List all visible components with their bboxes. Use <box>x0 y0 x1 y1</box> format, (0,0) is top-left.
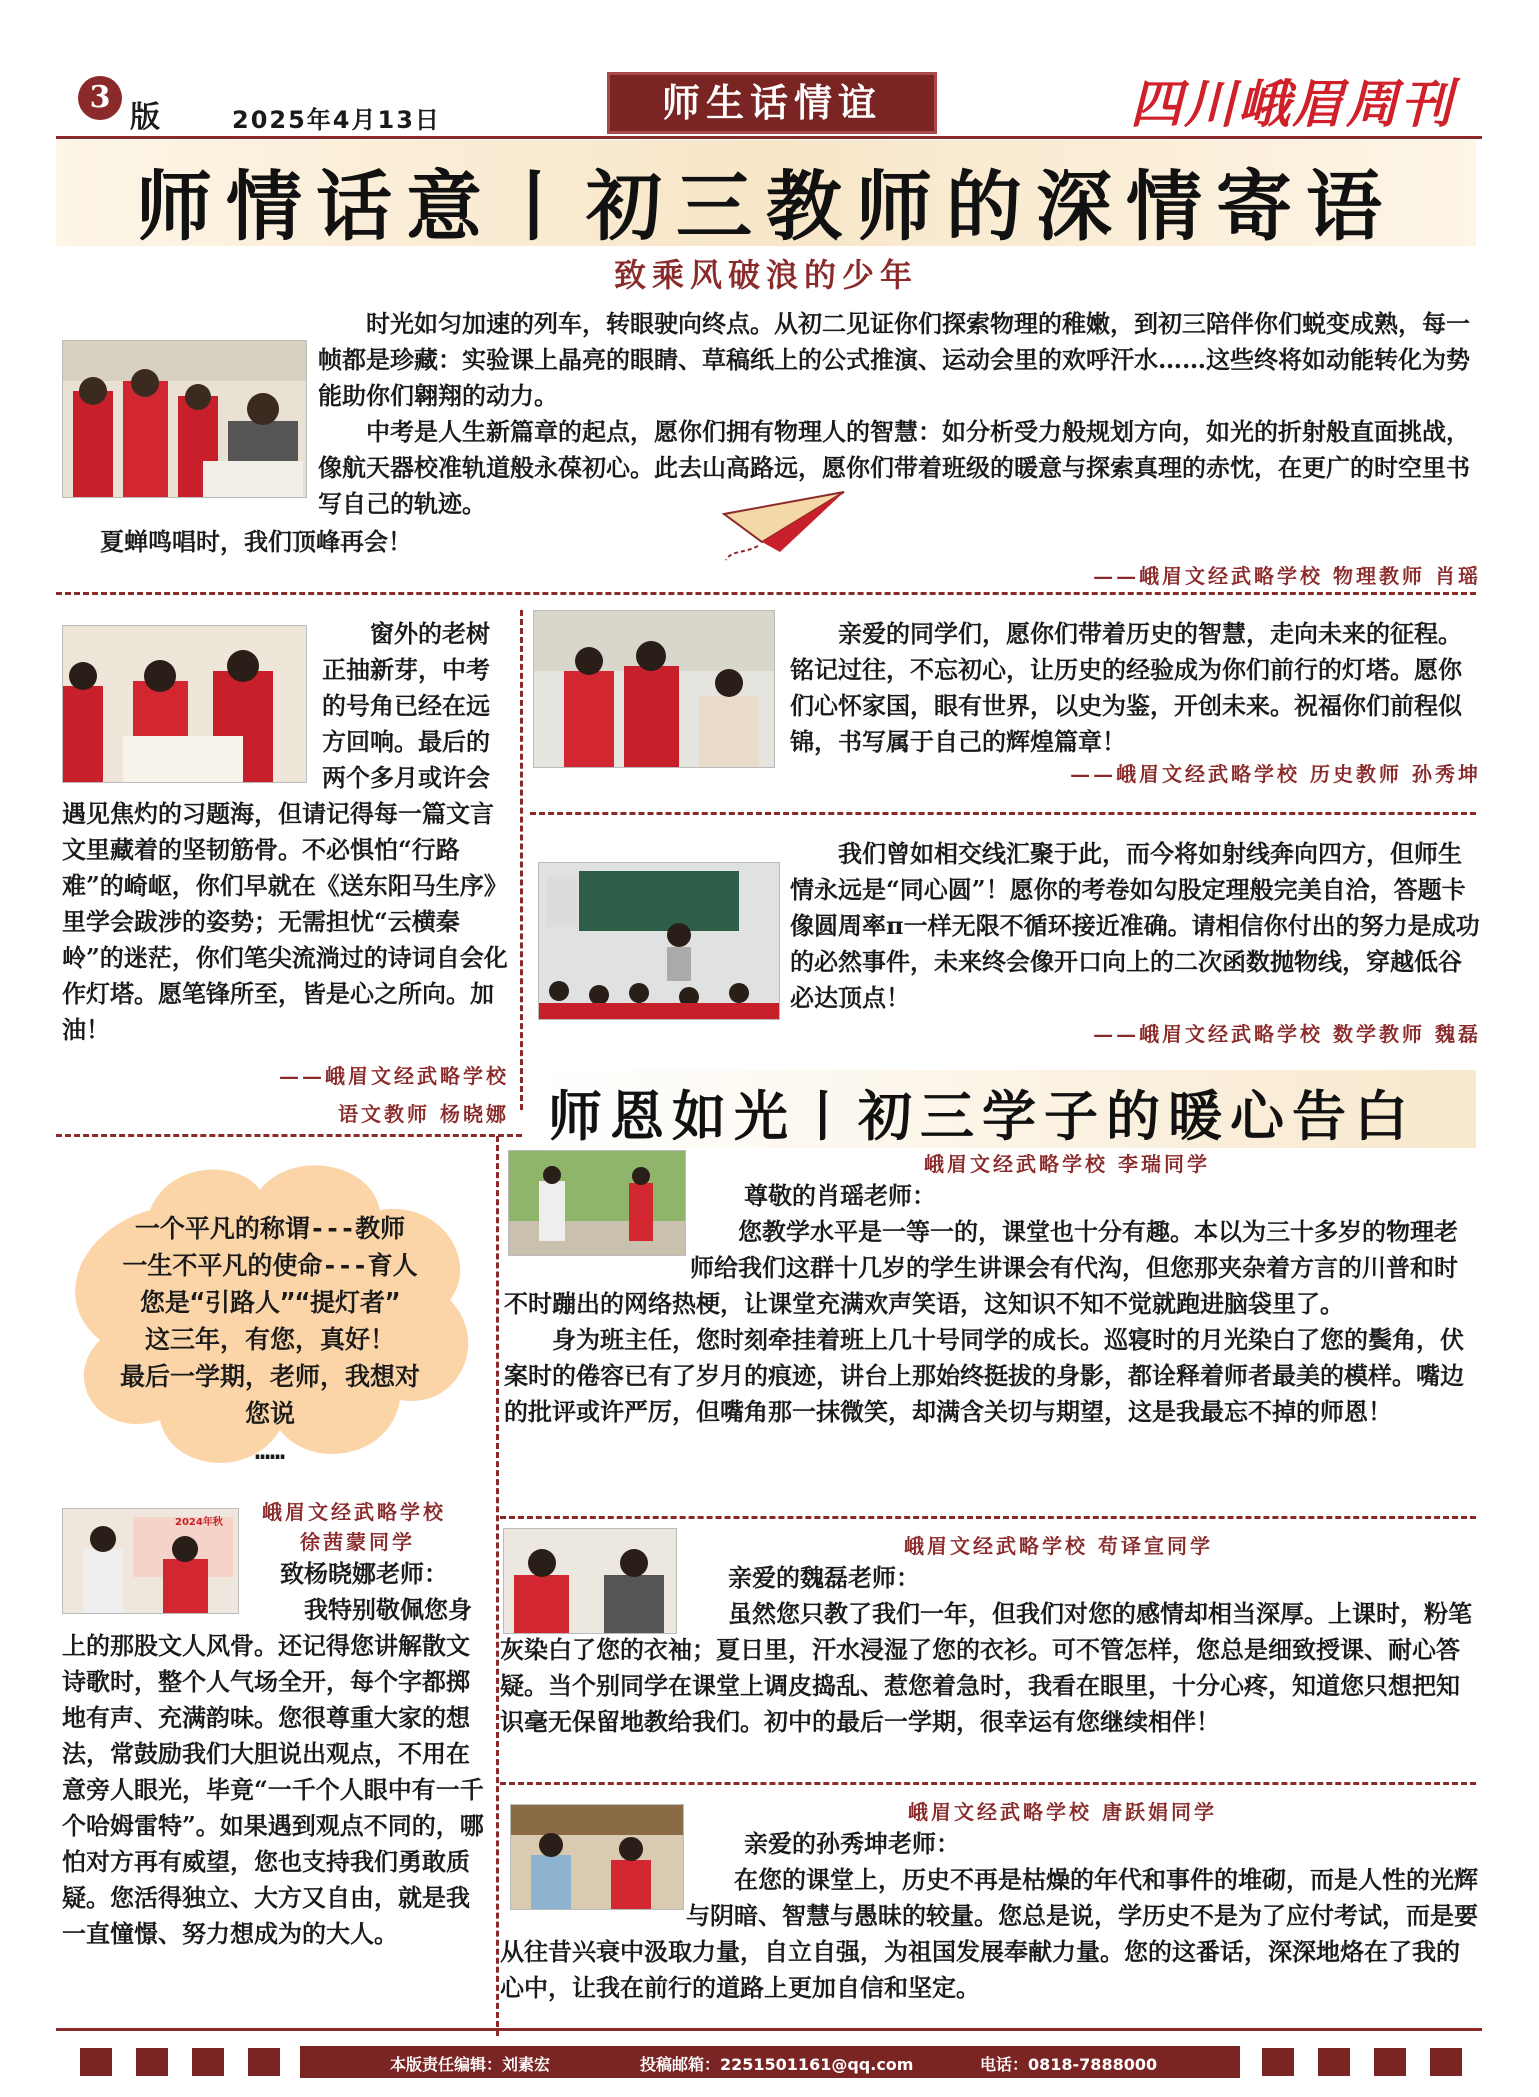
headline-1: 师情话意丨初三教师的深情寄语 <box>136 162 1396 251</box>
footer-block <box>192 2048 224 2076</box>
footer-block <box>1430 2048 1462 2076</box>
column-divider <box>496 1136 499 2036</box>
masthead-logo: 四川峨眉周刊 <box>1130 74 1455 135</box>
history-signature: ——峨眉文经武略学校 历史教师 孙秀坤 <box>1070 762 1481 786</box>
li-letter: 您教学水平是一等一的，课堂也十分有趣。本以为三十多岁的物理老师给我们这群十几岁的学生讲课会有代沟，但您那夹杂着方言的川普和时不时蹦出的网络热梗，让课堂充满欢声笑语，这知识不知不觉就跑进脑袋里了。 身为班主任，您时刻牵挂着班上几十号同学的成长。巡寝时的月光染白了您的鬓角，伏案时的倦容已有了岁月的痕迹，讲台上那始终挺拔的身影，都诠释着师者最美的模样。嘴边的批评或许严厉，但嘴角那一抹微笑，却满含关切与期望，这是我最忘不掉的师恩！ <box>504 1217 1464 1426</box>
footer-block <box>1374 2048 1406 2076</box>
xu-letter: 我特别敬佩您身上的那股文人风骨。还记得您讲解散文诗歌时，整个人气场全开，每个字都掷地有声、充满韵味。您很尊重大家的想法，常鼓励我们大胆说出观点，不用在意旁人眼光，毕竟“一千个人眼中有一千个哈姆雷特”。如果遇到观点不同的，哪怕对方再有威望，您也支持我们勇敢质疑。您活得独立、大方又自由，就是我一直憧憬、努力想成为的大人。 <box>62 1595 484 1948</box>
tang-greeting: 亲爱的孙秀坤老师： <box>744 1829 960 1858</box>
footer-block <box>1318 2048 1350 2076</box>
physics-paragraph-1: 时光如匀加速的列车，转眼驶向终点。从初二见证你们探索物理的稚嫩，到初三陪伴你们蜕变成熟，每一帧都是珍藏：实验课上晶亮的眼睛、草稿纸上的公式推演、运动会里的欢呼汗水……这些终将如动能转化为势能助你们翱翔的动力。 <box>318 309 1470 410</box>
photo-history-class <box>533 610 775 768</box>
physics-paragraph-3: 夏蝉鸣唱时，我们顶峰再会！ <box>100 527 412 556</box>
xu-greeting: 致杨晓娜老师： <box>280 1559 448 1588</box>
issue-date: 2025年4月13日 <box>232 106 441 134</box>
chinese-signature-2: 语文教师 杨晓娜 <box>338 1102 509 1126</box>
footer-block <box>1262 2048 1294 2076</box>
divider <box>530 812 1476 815</box>
footer-block <box>248 2048 280 2076</box>
subheading-1: 致乘风破浪的少年 <box>613 256 918 294</box>
column-divider <box>520 610 523 1110</box>
photo-math-class <box>538 862 780 1020</box>
divider <box>56 592 1476 595</box>
chinese-signature-1: ——峨眉文经武略学校 <box>279 1064 509 1088</box>
physics-paragraph-2: 中考是人生新篇章的起点，愿你们拥有物理人的智慧：如分析受力般规划方向，如光的折射般直面挑战，像航天器校准轨道般永葆初心。此去山高路远，愿你们带着班级的暖意与探索真理的赤忱，在更广的时空里书写自己的轨迹。 <box>318 417 1470 518</box>
footer-block <box>80 2048 112 2076</box>
divider <box>500 1782 1476 1785</box>
tang-byline: 峨眉文经武略学校 唐跃娟同学 <box>908 1800 1217 1824</box>
footer-rule <box>56 2028 1482 2031</box>
li-greeting: 尊敬的肖瑶老师： <box>744 1181 936 1210</box>
header-rule <box>56 136 1482 139</box>
footer-block <box>136 2048 168 2076</box>
xu-byline-2: 徐茜蒙同学 <box>300 1530 415 1554</box>
divider <box>56 1134 522 1137</box>
xu-byline-1: 峨眉文经武略学校 <box>262 1500 446 1524</box>
footer-phone: 电话：0818-7888000 <box>980 2055 1158 2074</box>
li-byline: 峨眉文经武略学校 李瑞同学 <box>924 1152 1210 1176</box>
gou-byline: 峨眉文经武略学校 苟译宣同学 <box>904 1534 1213 1558</box>
paper-plane-icon <box>722 490 846 562</box>
tang-letter: 在您的课堂上，历史不再是枯燥的年代和事件的堆砌，而是人性的光辉与阴暗、智慧与愚昧的较量。您总是说，学历史不是为了应付考试，而是要从往昔兴衰中汲取力量，自立自强，为祖国发展奉献力量。您的这番话，深深地烙在了我的心中，让我在前行的道路上更加自信和坚定。 <box>500 1865 1478 2002</box>
photo-physics-class <box>62 340 307 498</box>
chinese-letter: 窗外的老树正抽新芽，中考的号角已经在远方回响。最后的两个多月或许会遇见焦灼的习题海，但请记得每一篇文言文里藏着的坚韧筋骨。不必惧怕“行路难”的崎岖，你们早就在《送东阳马生序》里学会跋涉的姿势；无需担忧“云横秦岭”的迷茫，你们笔尖流淌过的诗词自会化作灯塔。愿笔锋所至，皆是心之所向。加油！ <box>62 619 508 1044</box>
math-signature: ——峨眉文经武略学校 数学教师 魏磊 <box>1093 1022 1481 1046</box>
divider <box>500 1516 1476 1519</box>
xu-photo-caption: 2024年秋 <box>175 1517 223 1528</box>
footer-editor: 本版责任编辑：刘素宏 <box>390 2055 551 2074</box>
page-number-badge: 3 <box>78 76 122 120</box>
gou-greeting: 亲爱的魏磊老师： <box>728 1563 920 1592</box>
headline-2: 师恩如光丨初三学子的暖心告白 <box>548 1084 1416 1148</box>
footer-email[interactable]: 投稿邮箱：2251501161@qq.com <box>640 2055 914 2074</box>
page-suffix: 版 <box>130 100 160 135</box>
section-tag: 师生话情谊 <box>607 72 937 134</box>
physics-signature: ——峨眉文经武略学校 物理教师 肖瑶 <box>1093 564 1481 588</box>
history-letter: 亲爱的同学们，愿你们带着历史的智慧，走向未来的征程。铭记过往，不忘初心，让历史的经验成为你们前行的灯塔。愿你们心怀家国，眼有世界，以史为鉴，开创未来。祝福你们前程似锦，书写属于自己的辉煌篇章！ <box>790 619 1462 756</box>
cloud-text: 一个平凡的称谓---教师 一生不平凡的使命---育人 您是“引路人”“提灯者” 这三年，有您，真好！ 最后一学期，老师，我想对 您说 …… <box>119 1214 420 1465</box>
gou-letter: 虽然您只教了我们一年，但我们对您的感情却相当深厚。上课时，粉笔灰染白了您的衣袖；夏日里，汗水浸湿了您的衣衫。可不管怎样，您总是细致授课、耐心答疑。当个别同学在课堂上调皮捣乱、惹您着急时，我看在眼里，十分心疼，知道您只想把知识毫无保留地教给我们。初中的最后一学期，很幸运有您继续相伴！ <box>500 1599 1472 1736</box>
math-letter: 我们曾如相交线汇聚于此，而今将如射线奔向四方，但师生情永远是“同心圆”！愿你的考卷如勾股定理般完美自洽，答题卡像圆周率π一样无限不循环接近准确。请相信你付出的努力是成功的必然事件，未来终会像开口向上的二次函数抛物线，穿越低谷必达顶点！ <box>790 839 1480 1012</box>
